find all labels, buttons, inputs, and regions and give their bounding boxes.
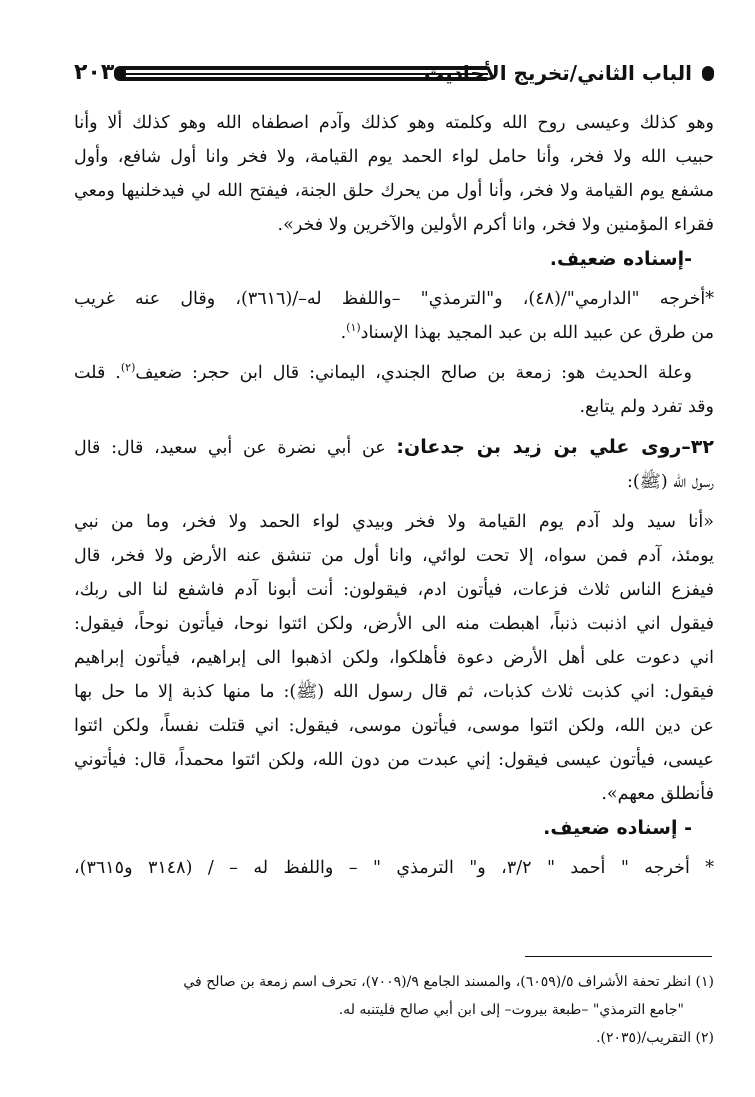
text-line: رسول الله (ﷺ): (626, 472, 714, 492)
text-line: من طرق عن عبيد الله بن عبد المجيد بهذا الإسناد$^{(١)}$. (340, 321, 714, 343)
footnote-ref: (١) (346, 321, 361, 335)
text-line: عن دين الله، ولكن ائتوا موسى، فيأتون موسى، فيقول: اني قتلت نفساً، ولكن ائتوا (74, 716, 714, 736)
text-line: مشفع يوم القيامة ولا فخر، وأنا أول من يحرك حلق الجنة، فيفتح الله لي فيدخلنيها ومعي (74, 181, 714, 201)
footnote-separator (525, 956, 712, 957)
text-line (74, 356, 714, 390)
takhrij-text: من طرق عن عبيد الله بن عبد المجيد بهذا الإسناد (360, 323, 714, 343)
text-line: وهو كذلك وعيسى روح الله وكلمته وهو كذلك وآدم اصطفاه الله وهو كذلك ألا وأنا (74, 113, 714, 133)
chapter-title: الباب الثاني/تخريج الأحاديث (423, 61, 692, 85)
footnote-ref: (٢) (120, 361, 136, 375)
isnad-heading: -إسناده ضعيف. (549, 248, 692, 270)
footnote-line: "جامع الترمذي" –طبعة بيروت– إلى ابن أبي صالح فليتنبه له. (338, 1002, 684, 1018)
footnote-line: (١) انظر تحفة الأشراف ٥/(٦٠٥٩)، والمسند الجامع ٩/(٧٠٠٩)، تحرف اسم زمعة بن صالح في (183, 974, 714, 990)
text-line: عيسى، فيأتون عيسى فيقول: إني عبدت من دون الله، ولكن ائتوا محمداً، قال: فيأتوني (74, 750, 714, 770)
text-line: فأنطلق معهم». (601, 784, 714, 804)
page-number: ٢٠٣ (74, 60, 115, 85)
illa-text: وعلة الحديث هو: زمعة بن صالح الجندي، اليماني: قال ابن حجر: ضعيف (135, 363, 692, 383)
hadith-intro: عن أبي نضرة عن أبي سعيد، قال: قال (74, 438, 397, 458)
text-line: وقد تفرد ولم يتابع. (579, 397, 714, 417)
text-line: فيقول اني اذنبت ذنباً، اهبطت منه الى الأرض، ولكن ائتوا نوحا، فيأتون نوحاً، فيقول: (74, 614, 714, 634)
footnote-line: (٢) التقريب/(٢٠٣٥). (596, 1030, 714, 1046)
running-header (74, 56, 714, 90)
footnotes (74, 968, 714, 1052)
text-line: حبيب الله ولا فخر، وأنا حامل لواء الحمد يوم القيامة، ولا فخر وانا أول شافع، وأول (74, 147, 714, 167)
main-text (74, 106, 714, 885)
text-line: *أخرجه "الدارمي"/(٤٨)، و"الترمذي" –واللفظ له–/(٣٦١٦)، وقال عنه غريب (74, 289, 714, 309)
hadith-number-title: ٣٢–روى علي بن زيد بن جدعان: (396, 436, 714, 458)
text-line: فيفزع الناس ثلاث فزعات، فيأتون ادم، فيقولون: أنت أبونا آدم فاشفع لنا الى ربك، (74, 580, 714, 600)
hadith-heading-line (74, 430, 714, 465)
text-line: يومئذ، آدم فمن سواه، إلا تحت لوائي، وانا أول من تنشق عنه الأرض ولا فخر، قال (74, 546, 714, 566)
text-line: اني دعوت على أهل الأرض دعوة فأهلكوا، ولكن اذهبوا الى إبراهيم، فيأتون إبراهيم (74, 648, 714, 668)
text-line: «أنا سيد ولد آدم يوم القيامة ولا فخر وبيدي لواء الحمد ولا فخر، وما من نبي (74, 512, 714, 532)
header-ornament-cap (702, 66, 714, 81)
text-line: * أخرجه " أحمد " ٣/٢، و" الترمذي " – واللفظ له – / (٣١٤٨ و٣٦١٥)، (74, 858, 714, 878)
isnad-heading: - إسناده ضعيف. (543, 817, 692, 839)
text-line: فيقول: اني كذبت ثلاث كذبات، ثم قال رسول الله (ﷺ): ما منها كذبة إلا ما حل بها (74, 682, 714, 702)
illa-tail: . قلت (74, 363, 121, 383)
text-line: فقراء المؤمنين ولا فخر، وانا أكرم الأولين والآخرين ولا فخر». (277, 215, 714, 235)
